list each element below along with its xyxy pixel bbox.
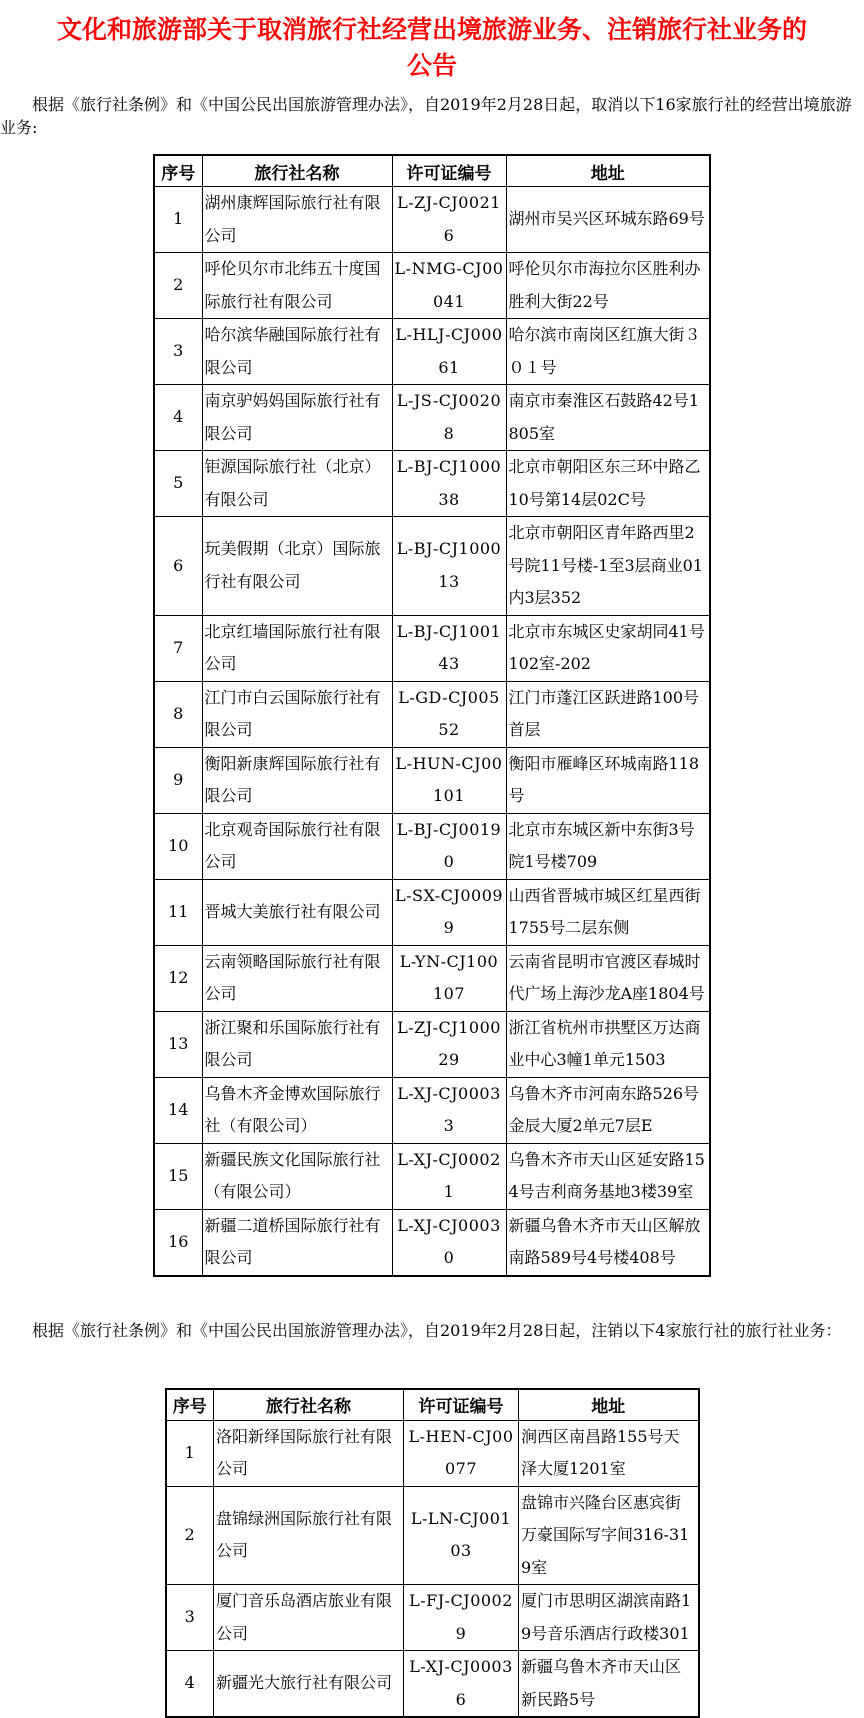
table-cell: L-NMG-CJ00041: [392, 253, 506, 319]
table-cell: 哈尔滨华融国际旅行社有限公司: [202, 319, 392, 385]
table-cell: 哈尔滨市南岗区红旗大街３０１号: [506, 319, 710, 385]
column-header: 许可证编号: [404, 1389, 519, 1421]
table-cell: 新疆乌鲁木齐市天山区解放南路589号4号楼408号: [506, 1209, 710, 1276]
table-row: [154, 187, 710, 253]
table-cell: L-XJ-CJ00021: [392, 1143, 506, 1209]
table-row: [154, 879, 710, 945]
table-cell: 3: [166, 1585, 214, 1651]
table-cell: 新疆光大旅行社有限公司: [214, 1651, 404, 1718]
table-cell: 南京市秦淮区石鼓路42号1805室: [506, 385, 710, 451]
table-cell: 10: [154, 813, 202, 879]
column-header: 许可证编号: [392, 155, 506, 187]
table-cell: 7: [154, 615, 202, 681]
table-row: [154, 385, 710, 451]
deregister-intro-paragraph: 根据《旅行社条例》和《中国公民出国旅游管理办法》，自2019年2月28日起，注销以下4家旅行社的旅行社业务：: [0, 1319, 864, 1342]
column-header: 序号: [166, 1389, 214, 1421]
table-cell: L-BJ-CJ100038: [392, 451, 506, 517]
table-cell: 盘锦市兴隆台区惠宾街万豪国际写字间316-319室: [519, 1486, 699, 1585]
table-cell: L-HLJ-CJ00061: [392, 319, 506, 385]
table-cell: 浙江省杭州市拱墅区万达商业中心3幢1单元1503: [506, 1011, 710, 1077]
column-header: 旅行社名称: [214, 1389, 404, 1421]
table-cell: 衡阳市雁峰区环城南路118号: [506, 747, 710, 813]
table-cell: L-XJ-CJ00030: [392, 1209, 506, 1276]
table-cell: 浙江聚和乐国际旅行社有限公司: [202, 1011, 392, 1077]
table-cell: 新疆乌鲁木齐市天山区新民路5号: [519, 1651, 699, 1718]
table-cell: 2: [154, 253, 202, 319]
table-cell: 8: [154, 681, 202, 747]
table-cell: 1: [154, 187, 202, 253]
table-row: [166, 1585, 699, 1651]
column-header: 地址: [506, 155, 710, 187]
table-cell: L-BJ-CJ100143: [392, 615, 506, 681]
table-cell: 衡阳新康辉国际旅行社有限公司: [202, 747, 392, 813]
table-row: [154, 253, 710, 319]
table-cell: L-SX-CJ00099: [392, 879, 506, 945]
table-cell: 湖州市吴兴区环城东路69号: [506, 187, 710, 253]
table-cell: 新疆二道桥国际旅行社有限公司: [202, 1209, 392, 1276]
cancel-intro-paragraph: 根据《旅行社条例》和《中国公民出国旅游管理办法》，自2019年2月28日起，取消以下16家旅行社的经营出境旅游业务:: [0, 93, 864, 139]
table-row: [154, 615, 710, 681]
table-cell: 11: [154, 879, 202, 945]
table-row: [154, 813, 710, 879]
column-header: 序号: [154, 155, 202, 187]
table-cell: L-BJ-CJ00190: [392, 813, 506, 879]
table-cell: 厦门音乐岛酒店旅业有限公司: [214, 1585, 404, 1651]
table-cell: 北京红墙国际旅行社有限公司: [202, 615, 392, 681]
table-cell: L-LN-CJ00103: [404, 1486, 519, 1585]
table-cell: 乌鲁木齐金博欢国际旅行社（有限公司）: [202, 1077, 392, 1143]
table-row: [154, 747, 710, 813]
table-cell: 呼伦贝尔市海拉尔区胜利办胜利大街22号: [506, 253, 710, 319]
table-row: [154, 1077, 710, 1143]
table-cell: 4: [166, 1651, 214, 1718]
table-cell: 涧西区南昌路155号天泽大厦1201室: [519, 1420, 699, 1486]
table-cell: L-HEN-CJ00077: [404, 1420, 519, 1486]
table-cell: 13: [154, 1011, 202, 1077]
table-cell: 9: [154, 747, 202, 813]
table-cell: L-ZJ-CJ100029: [392, 1011, 506, 1077]
table-cell: 2: [166, 1486, 214, 1585]
table-cell: 湖州康辉国际旅行社有限公司: [202, 187, 392, 253]
table-row: [154, 319, 710, 385]
table-cell: L-XJ-CJ00033: [392, 1077, 506, 1143]
table-cell: 北京市朝阳区青年路西里2号院11号楼-1至3层商业01内3层352: [506, 517, 710, 616]
table-row: [154, 451, 710, 517]
table-header-row: [166, 1389, 699, 1421]
table-row: [154, 945, 710, 1011]
table-cell: 14: [154, 1077, 202, 1143]
table-row: [166, 1651, 699, 1718]
table-cell: L-GD-CJ00552: [392, 681, 506, 747]
table-cell: 云南领略国际旅行社有限公司: [202, 945, 392, 1011]
deregister-agencies-table: [165, 1388, 700, 1718]
table-cell: L-HUN-CJ00101: [392, 747, 506, 813]
table-row: [154, 517, 710, 616]
table-row: [166, 1420, 699, 1486]
table-cell: 江门市白云国际旅行社有限公司: [202, 681, 392, 747]
table-cell: 盘锦绿洲国际旅行社有限公司: [214, 1486, 404, 1585]
table-cell: 山西省晋城市城区红星西街1755号二层东侧: [506, 879, 710, 945]
table-row: [154, 681, 710, 747]
table-cell: 钜源国际旅行社（北京）有限公司: [202, 451, 392, 517]
table-cell: 3: [154, 319, 202, 385]
table-cell: 北京市东城区新中东街3号院1号楼709: [506, 813, 710, 879]
table-cell: 南京驴妈妈国际旅行社有限公司: [202, 385, 392, 451]
table-row: [166, 1486, 699, 1585]
table-cell: 呼伦贝尔市北纬五十度国际旅行社有限公司: [202, 253, 392, 319]
table-cell: 12: [154, 945, 202, 1011]
table-cell: 江门市蓬江区跃进路100号首层: [506, 681, 710, 747]
table-row: [154, 1209, 710, 1276]
table-cell: L-FJ-CJ00029: [404, 1585, 519, 1651]
cancel-agencies-table: [153, 154, 711, 1277]
table-cell: 6: [154, 517, 202, 616]
table-cell: 玩美假期（北京）国际旅行社有限公司: [202, 517, 392, 616]
table-cell: 1: [166, 1420, 214, 1486]
column-header: 旅行社名称: [202, 155, 392, 187]
table-cell: 北京观奇国际旅行社有限公司: [202, 813, 392, 879]
table-cell: 晋城大美旅行社有限公司: [202, 879, 392, 945]
table-cell: 5: [154, 451, 202, 517]
column-header: 地址: [519, 1389, 699, 1421]
table-cell: 洛阳新绎国际旅行社有限公司: [214, 1420, 404, 1486]
table-cell: 云南省昆明市官渡区春城时代广场上海沙龙A座1804号: [506, 945, 710, 1011]
table-cell: L-YN-CJ100107: [392, 945, 506, 1011]
table-cell: L-BJ-CJ100013: [392, 517, 506, 616]
notice-title: 文化和旅游部关于取消旅行社经营出境旅游业务、注销旅行社业务的公告: [48, 12, 816, 84]
table-cell: 乌鲁木齐市天山区延安路154号吉利商务基地3楼39室: [506, 1143, 710, 1209]
table-cell: 15: [154, 1143, 202, 1209]
table-cell: L-ZJ-CJ00216: [392, 187, 506, 253]
table-cell: L-XJ-CJ00036: [404, 1651, 519, 1718]
table-cell: 4: [154, 385, 202, 451]
table-cell: 16: [154, 1209, 202, 1276]
table-cell: 乌鲁木齐市河南东路526号金辰大厦2单元7层E: [506, 1077, 710, 1143]
table-cell: 厦门市思明区湖滨南路19号音乐酒店行政楼301: [519, 1585, 699, 1651]
table-cell: L-JS-CJ00208: [392, 385, 506, 451]
table-cell: 北京市东城区史家胡同41号102室-202: [506, 615, 710, 681]
table-cell: 北京市朝阳区东三环中路乙10号第14层02C号: [506, 451, 710, 517]
table-cell: 新疆民族文化国际旅行社（有限公司）: [202, 1143, 392, 1209]
table-header-row: [154, 155, 710, 187]
table-row: [154, 1011, 710, 1077]
table-row: [154, 1143, 710, 1209]
